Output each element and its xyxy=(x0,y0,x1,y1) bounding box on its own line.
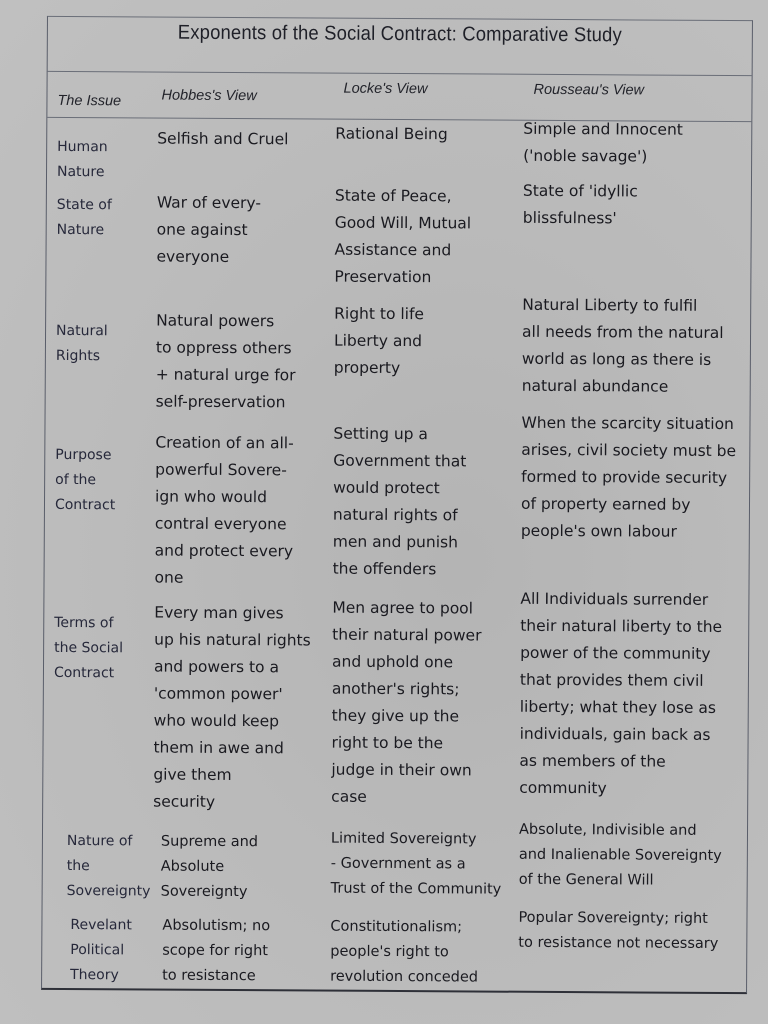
locke-cell: Setting up a Government that would protect natural rights of men and punish the offenders xyxy=(332,424,467,579)
hobbes-cell: Natural powers to oppress others + natural urge for self-preservation xyxy=(155,311,296,412)
table-header-row xyxy=(47,71,751,122)
comparison-table xyxy=(41,16,753,994)
rousseau-cell: All Individuals surrender their natural liberty to the power of the community that provides them civil liberty; what they lose as individuals, gain back as as members of the community xyxy=(519,589,723,798)
locke-cell: Men agree to pool their natural power and uphold one another's rights; they give up the right to be the judge in their own case xyxy=(331,598,482,806)
table-row-terms-of-contract xyxy=(44,589,748,811)
table-row-political-theory xyxy=(43,909,747,986)
issue-cell: Natural Rights xyxy=(55,322,108,365)
rousseau-cell: When the scarcity situation arises, civil society must be formed to provide security of property earned by people's own labour xyxy=(520,413,737,541)
rousseau-cell: Simple and Innocent ('noble savage') xyxy=(523,119,683,166)
locke-cell: Right to life Liberty and property xyxy=(333,304,425,378)
issue-cell: Revelant Political Theory xyxy=(70,917,132,984)
issue-cell: Human Nature xyxy=(56,138,108,181)
rousseau-cell: State of 'idyllic blissfulness' xyxy=(522,181,638,228)
locke-cell: Limited Sovereignty - Government as a Trust of the Community xyxy=(330,830,502,898)
rousseau-cell: Natural Liberty to fulfil all needs from the natural world as long as there is natural abundance xyxy=(521,295,724,396)
table-row-natural-rights xyxy=(46,295,750,412)
hobbes-cell: War of every- one against everyone xyxy=(156,193,262,266)
issue-cell: State of Nature xyxy=(56,196,112,239)
column-header-hobbes: Hobbes's View xyxy=(161,87,257,105)
locke-cell: Constitutionalism; people's right to revolution conceded xyxy=(330,918,479,986)
hobbes-cell: Supreme and Absolute Sovereignty xyxy=(160,833,259,901)
hobbes-cell: Every man gives up his natural rights and powers to a 'common power' who would keep them in awe and give them security xyxy=(153,603,311,811)
hobbes-cell: Absolutism; no scope for right to resistance xyxy=(162,917,271,985)
table-row-state-of-nature xyxy=(47,181,751,287)
table-title-row xyxy=(48,17,752,76)
issue-cell: Terms of the Social Contract xyxy=(53,614,124,682)
rousseau-cell: Popular Sovereignty; right to resistance not necessary xyxy=(518,909,719,952)
table-row-purpose-of-contract xyxy=(45,413,749,587)
locke-cell: State of Peace, Good Will, Mutual Assistance and Preservation xyxy=(334,186,472,287)
table-row-nature-of-sovereignty xyxy=(43,821,747,901)
table-row-human-nature xyxy=(47,119,751,181)
column-header-locke: Locke's View xyxy=(343,80,428,98)
hobbes-cell: Creation of an all- powerful Sovere- ign who would contral everyone and protect every one xyxy=(154,433,294,587)
column-header-issue: The Issue xyxy=(57,92,122,110)
issue-cell: Nature of the Sovereignty xyxy=(66,832,151,900)
locke-cell: Rational Being xyxy=(335,124,448,144)
hobbes-cell: Selfish and Cruel xyxy=(157,129,289,149)
column-header-rousseau: Rousseau's View xyxy=(533,81,645,99)
rousseau-cell: Absolute, Indivisible and and Inalienable Sovereignty of the General Will xyxy=(518,821,722,889)
table-title: Exponents of the Social Contract: Comparative Study xyxy=(177,21,622,47)
issue-cell: Purpose of the Contract xyxy=(54,446,116,514)
